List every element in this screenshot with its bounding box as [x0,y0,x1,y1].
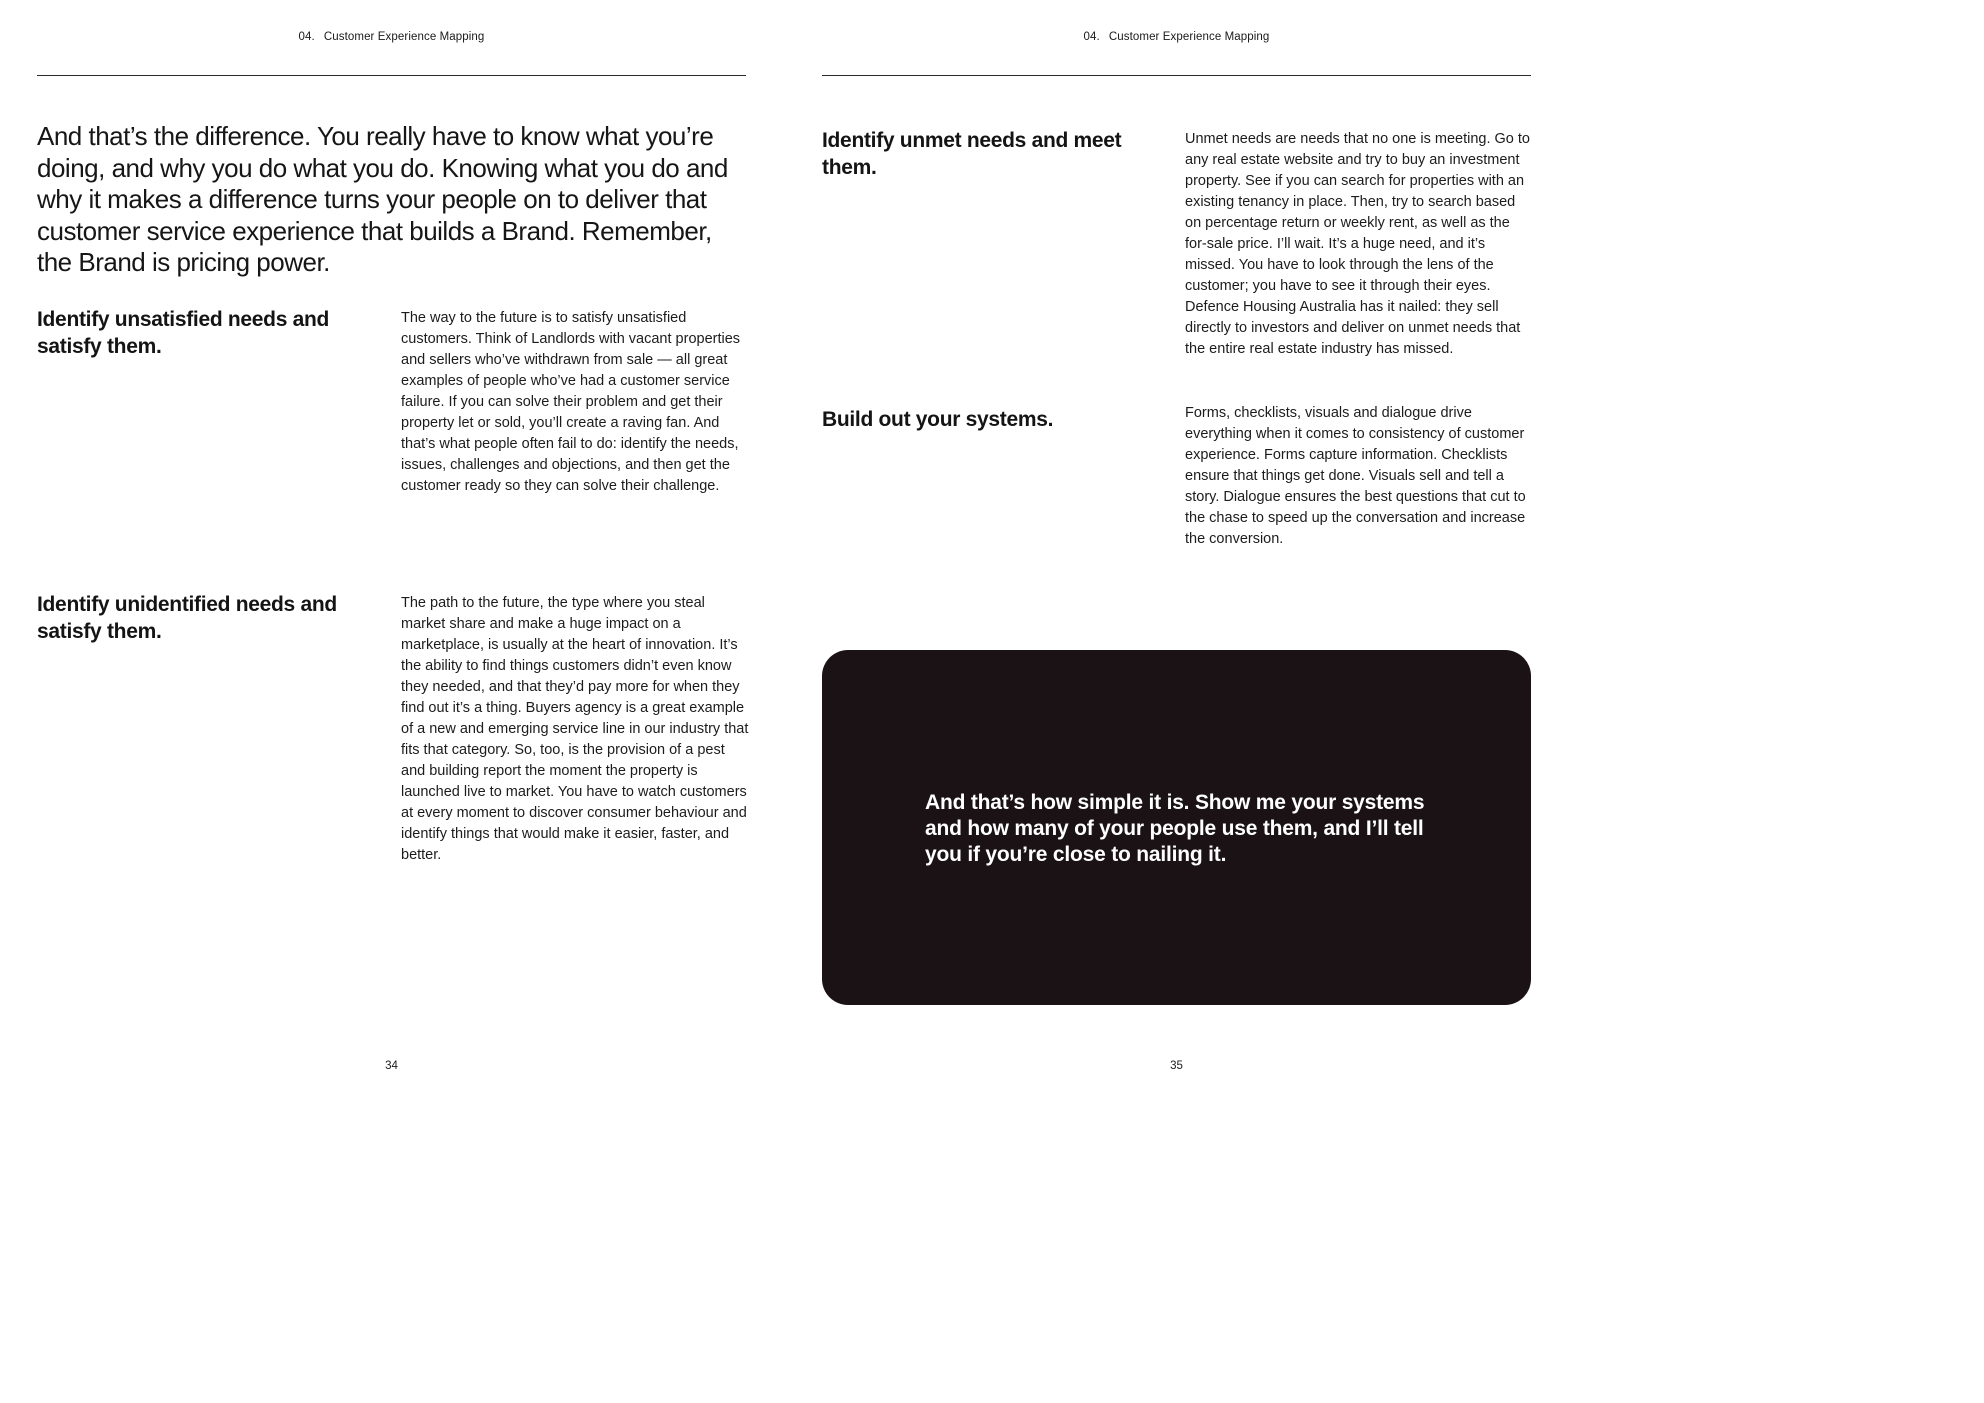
intro-paragraph: And that’s the difference. You really have to know what you’re doing, and why you do what you do. Knowing what you do and why it makes a difference turns your people on to deliver that customer service experience that builds a Brand. Remember, the Brand is pricing power. [37,121,728,277]
section-body-build-systems: Forms, checklists, visuals and dialogue drive everything when it comes to consistency of customer experience. Forms capture information. Checklists ensure that things get done. Visuals sell and tell a story. Dialogue ensures the best questions that cut to the chase to speed up the conversation and increase the conversion. [1185,405,1526,547]
callout-text: And that’s how simple it is. Show me your systems and how many of your people use them, and I’ll tell you if you’re close to nailing it. [925,791,1425,866]
left-running-header [37,31,746,43]
callout-box [822,650,1531,1005]
right-chapter-title: Customer Experience Mapping [1108,31,1270,43]
section-body-unsatisfied-needs: The way to the future is to satisfy unsatisfied customers. Think of Landlords with vacant properties and sellers who’ve withdrawn from sale — all great examples of people who’ve had a customer service failure. If you can solve their problem and get their property let or sold, you’ll create a raving fan. And that’s what people often fail to do: identify the needs, issues, challenges and objections, and then get the customer ready so they can solve their challenge. [401,310,741,494]
section-heading-unidentified-needs: Identify unidentified needs and satisfy them. [37,593,337,643]
right-chapter-number: 04. [1083,31,1100,43]
right-header-rule [822,75,1531,76]
section-heading-unsatisfied-needs: Identify unsatisfied needs and satisfy them. [37,308,330,358]
section-body-unidentified-needs: The path to the future, the type where you steal market share and make a huge impact on a marketplace, is usually at the heart of innovation. It’s the ability to find things customers didn’t even know they needed, and that they’d pay more for when they find out it’s a thing. Buyers agency is a great example of a new and emerging service line in our industry that fits that category. So, too, is the provision of a pest and building report the moment the property is launched live to market. You have to watch customers at every moment to discover consumer behaviour and identify things that would make it easier, faster, and better. [401,595,749,863]
section-heading-unmet-needs: Identify unmet needs and meet them. [822,129,1122,179]
right-running-header [822,31,1531,43]
right-page-number: 35 [1170,1060,1183,1072]
left-chapter-number: 04. [298,31,315,43]
left-header-rule [37,75,746,76]
left-page-number: 34 [385,1060,398,1072]
section-body-unmet-needs: Unmet needs are needs that no one is meeting. Go to any real estate website and try to buy an investment property. See if you can search for properties with an existing tenancy in place. Then, try to search based on percentage return or weekly rent, as well as the for-sale price. I’ll wait. It’s a huge need, and it’s missed. You have to look through the lens of the customer; you have to see it through their eyes. Defence Housing Australia has it nailed: they sell directly to investors and deliver on unmet needs that the entire real estate industry has missed. [1185,131,1530,357]
section-heading-build-systems: Build out your systems. [822,408,1054,431]
left-chapter-title: Customer Experience Mapping [323,31,485,43]
